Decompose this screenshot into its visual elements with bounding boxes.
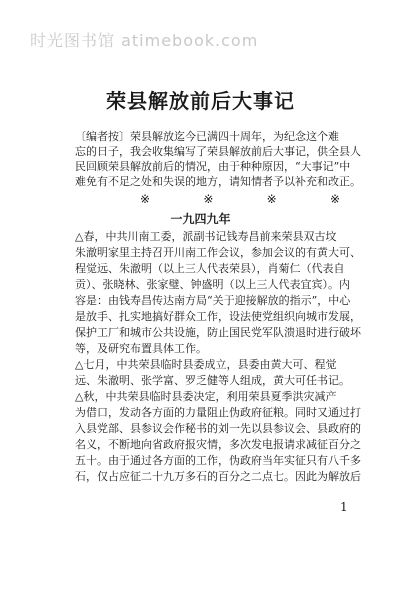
body-line: 名义，不断地向省政府报灾情，多次发电报请求减征百分之 xyxy=(75,438,361,451)
star-mark: ※ xyxy=(140,192,151,206)
body-line: 保护工厂和城市公共设施，防止国民党军队溃退时进行破坏 xyxy=(75,326,361,339)
body-line: △秋，中共荣县临时县委决定，利用荣县夏季洪灾减产 xyxy=(75,390,337,403)
body-line: 容是：由钱寿昌传达南方局“关于迎接解放的指示”，中心 xyxy=(75,294,351,307)
body-line: 五十。由于通过各方面的工作，伪政府当年实征只有八千多 xyxy=(75,454,361,467)
body-line: 远、朱澈明、张学富、罗乏健等人组成，黄大可任书记。 xyxy=(75,374,350,387)
star-mark: ※ xyxy=(203,192,214,206)
body-line: 程觉远、朱澈明（以上三人代表荣县），肖菊仁（代表自 xyxy=(75,262,345,275)
section-divider xyxy=(140,192,340,206)
body-line: 为借口，发动各方面的力量阻止伪政府征粮。同时又通过打 xyxy=(75,406,361,419)
body-line: △春，中共川南工委，派副书记钱寿昌前来荣县双古坟 xyxy=(75,230,337,243)
star-mark: ※ xyxy=(329,192,340,206)
page-number: 1 xyxy=(340,500,348,514)
body-line: 朱澈明家里主持召开川南工作会议，参加会议的有黄大可、 xyxy=(75,246,361,259)
body-line: 等，及研究布置具体工作。 xyxy=(75,342,207,355)
page-title: 荣县解放前后大事记 xyxy=(106,89,295,113)
year-heading: 一九四九年 xyxy=(170,212,231,226)
star-mark: ※ xyxy=(266,192,277,206)
editor-note-line: 难免有不足之处和失误的地方，请知情者予以补充和改正。 xyxy=(75,175,361,188)
body-line: 是放手、扎实地搞好群众工作，设法使党组织向城市发展， xyxy=(75,310,361,323)
watermark: 时光图书馆 atimebook.com xyxy=(30,31,259,50)
body-line: 石，仅占应征二十九万多石的百分之二点七。因此为解放后 xyxy=(75,470,361,483)
editor-note-line: 忘的日子，我会收集编写了荣县解放前后大事记，供全县人 xyxy=(75,145,361,158)
body-line: △七月，中共荣县临时县委成立，县委由黄大可、程觉 xyxy=(75,358,337,371)
editor-note-line: 民回顾荣县解放前后的情况，由于种种原因，“大事记”中 xyxy=(75,160,351,173)
body-line: 贡）、张晓林、张家璧、钟盛明（以上三人代表宜宾）。内 xyxy=(75,278,350,291)
editor-note-line: 〔编者按〕荣县解放迄今已满四十周年，为纪念这个难 xyxy=(75,130,339,143)
body-line: 入县党部、县参议会作秘书的刘一先以县参议会、县政府的 xyxy=(75,422,361,435)
